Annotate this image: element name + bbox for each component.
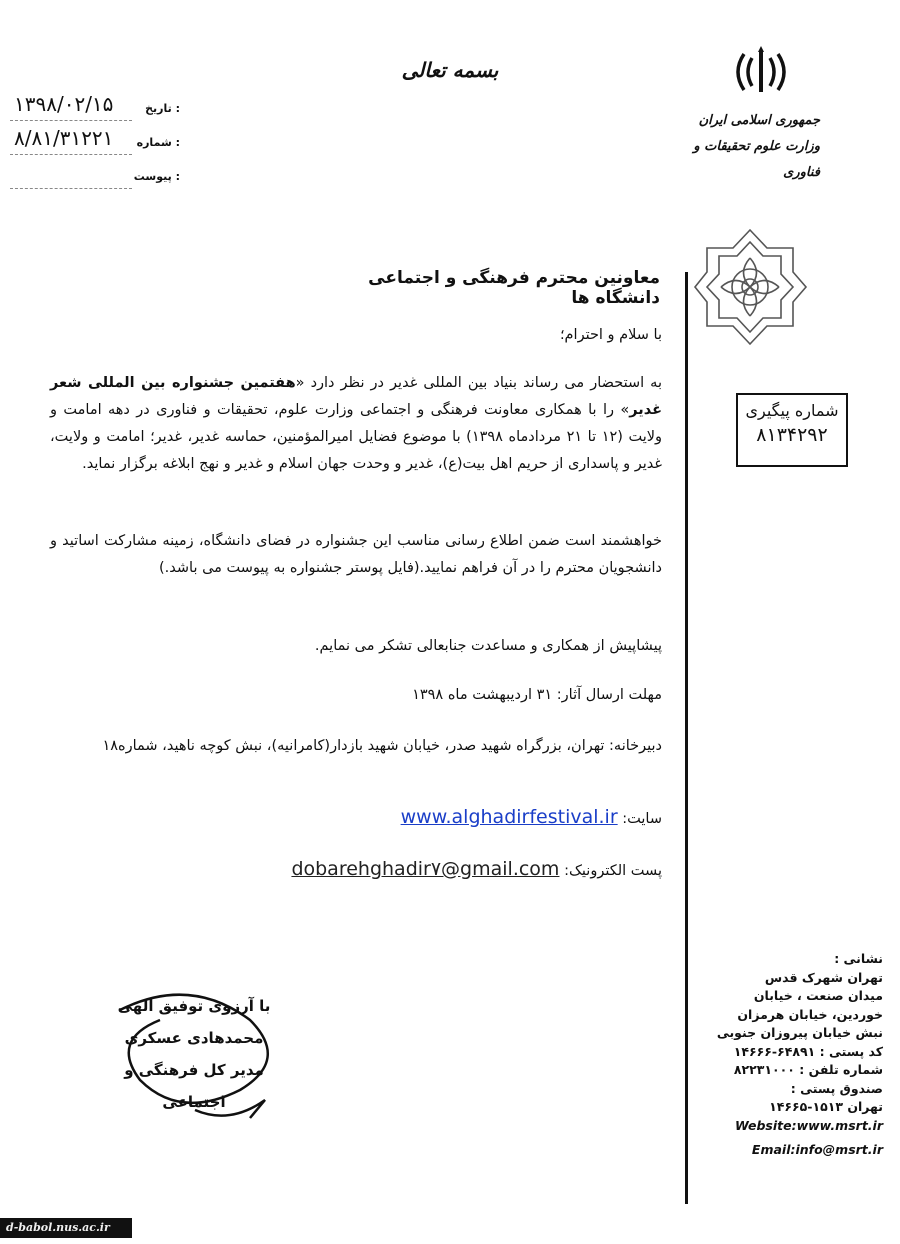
- addr-line-5: نبش خیابان پیروزان جنوبی: [716, 1025, 883, 1040]
- watermark-tag: d-babol.nus.ac.ir: [0, 1218, 132, 1238]
- tracking-box: [736, 393, 848, 467]
- letter-meta: [10, 92, 180, 194]
- date-value: ۱۳۹۸/۰۲/۱۵: [14, 92, 114, 116]
- email-label: پست الکترونیک:: [564, 863, 662, 879]
- paragraph-1: [50, 370, 662, 478]
- p1-pre: به استحضار می رساند بنیاد بین المللی غدیر در نظر دارد «: [295, 375, 662, 391]
- site-link[interactable]: www.alghadirfestival.ir: [400, 806, 618, 828]
- paragraph-3: پیشاپیش از همکاری و مساعدت جنابعالی تشکر می نمایم.: [314, 638, 662, 654]
- addr-line-4: خوردین، خیابان هرمزان: [737, 1006, 883, 1022]
- addr-line-1: نشانی :: [834, 951, 883, 966]
- signatory-name: محمدهادی عسکری: [124, 1029, 264, 1047]
- addr-line-2: تهران شهرک قدس: [764, 969, 883, 985]
- tracking-label: شماره پیگیری: [745, 401, 839, 420]
- addr-pobox-label: صندوق پستی :: [790, 1080, 883, 1096]
- p1-post: » را با همکاری معاونت فرهنگی و اجتماعی وزارت علوم، تحقیقات و فناوری در دهه امامت و ولایت (۱۲ تا ۲۱ مردادماه ۱۳۹۸) با موضوع فضایل امیرالمؤمنین، حماسه غدیر، غدیر؛ امامت و ولایت، غدیر و پاسداری از حریم اهل بیت(ع)، غدیر و وحدت جهان اسلام و غدیر و نهج ابلاغه برگزار نماید.: [50, 402, 663, 472]
- addr-email[interactable]: Email:info@msrt.ir: [751, 1142, 883, 1157]
- addr-phone: شماره تلفن : ۸۲۲۳۱۰۰۰: [733, 1062, 883, 1077]
- paragraph-2: خواهشمند است ضمن اطلاع رسانی مناسب این جشنواره در فضای دانشگاه، زمینه مشارکت اساتید و دانشجویان محترم را در آن فراهم نمایید.(فایل پوستر جشنواره به پیوست می باشد.): [50, 533, 662, 576]
- signature-block: [100, 990, 288, 1118]
- attachment-row: [10, 160, 180, 194]
- addr-line-3: میدان صنعت ، خیابان: [753, 988, 883, 1003]
- number-value: ۸/۸۱/۳۱۲۲۱: [14, 126, 114, 150]
- secretariat-address: دبیرخانه: تهران، بزرگراه شهید صدر، خیابان شهید بازدار(کامرانیه)، نبش کوچه ناهید، شماره۱۸: [102, 738, 662, 754]
- addr-postal-code: کد پستی : ۶۴۸۹۱-۱۴۶۶۶: [733, 1043, 883, 1059]
- attachment-label: پیوست :: [133, 170, 180, 183]
- festival-name: هفتمین جشنواره بین المللی شعر غدیر: [50, 375, 662, 418]
- recipient-heading: معاونین محترم فرهنگی و اجتماعی دانشگاه ها: [368, 268, 660, 308]
- signature-line-1: با آرزوی توفیق الهی: [117, 997, 271, 1015]
- email-row: [270, 858, 662, 880]
- date-row: [10, 92, 180, 126]
- email-link[interactable]: dobarehghadir۷@gmail.com: [291, 858, 560, 880]
- vertical-divider: [685, 272, 688, 1204]
- ministry-name: [690, 108, 820, 186]
- islamic-ornament-icon: [693, 228, 808, 346]
- addr-pobox: تهران ۱۵۱۳-۱۴۶۶۵: [769, 1099, 883, 1114]
- org-line-1: جمهوری اسلامی ایران: [698, 113, 820, 128]
- number-label: شماره :: [136, 136, 180, 149]
- bismillah: بسمه تعالی: [401, 58, 499, 82]
- site-row: [390, 806, 662, 828]
- number-row: [10, 126, 180, 160]
- ministry-address: [705, 950, 883, 1160]
- greeting: با سلام و احترام؛: [559, 327, 662, 343]
- org-line-2: وزارت علوم تحقیقات و فناوری: [693, 139, 820, 180]
- iran-emblem-icon: [730, 44, 792, 100]
- date-label: تاریخ :: [145, 102, 180, 115]
- tracking-number: ۸۱۳۴۲۹۲: [756, 424, 828, 446]
- addr-website[interactable]: Website:www.msrt.ir: [735, 1117, 883, 1133]
- site-label: سایت:: [622, 811, 662, 827]
- signatory-title: مدیر کل فرهنگی و اجتماعی: [124, 1061, 264, 1111]
- deadline: مهلت ارسال آثار: ۳۱ اردیبهشت ماه ۱۳۹۸: [412, 687, 662, 703]
